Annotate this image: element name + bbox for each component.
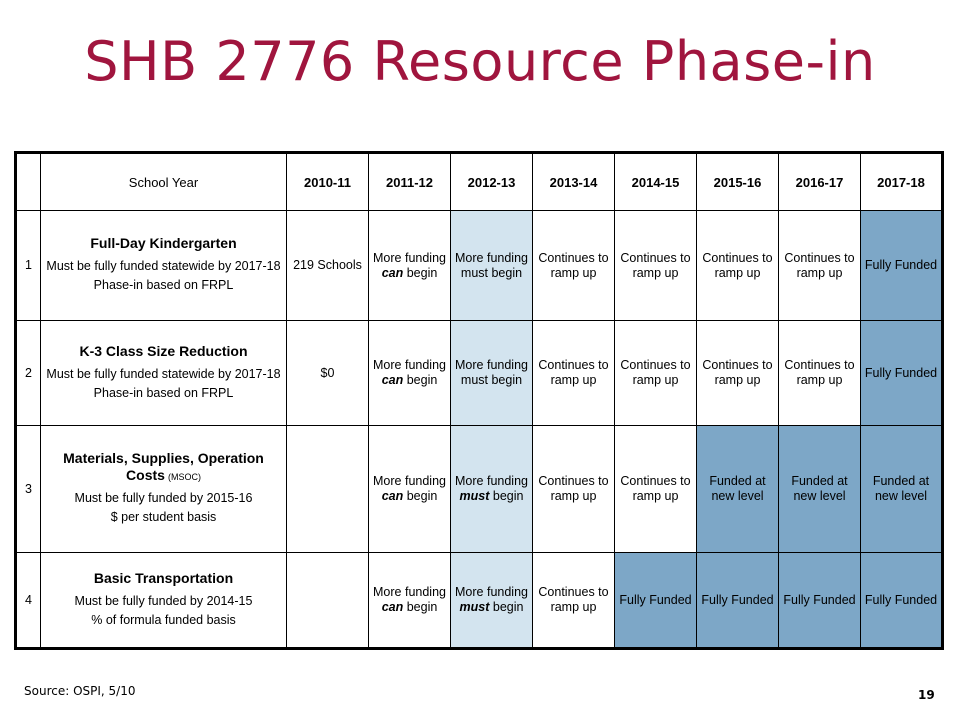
- status-cell: [533, 321, 615, 426]
- status-cell: [697, 211, 779, 321]
- program-cell: [41, 426, 287, 553]
- status-cell: [369, 211, 451, 321]
- status-text: Fully Funded: [619, 592, 692, 607]
- program-name: [44, 235, 283, 254]
- status-cell: [533, 426, 615, 553]
- program-requirement: Must be fully funded by 2014-15: [74, 593, 253, 608]
- status-cell: [369, 426, 451, 553]
- status-emphasis: must: [459, 600, 490, 614]
- status-text-end: begin: [403, 265, 438, 280]
- table-row: [16, 553, 943, 649]
- status-text: Fully Funded: [864, 592, 938, 607]
- status-cell: [861, 211, 943, 321]
- status-text-end: begin: [403, 600, 438, 614]
- row-number: 4: [16, 553, 41, 649]
- slide-title: SHB 2776 Resource Phase-in: [84, 30, 876, 93]
- status-text: More funding must begin: [455, 250, 528, 280]
- status-text: Fully Funded: [783, 592, 856, 607]
- status-text: Continues to ramp up: [538, 358, 609, 387]
- source-note: Source: OSPI, 5/10: [24, 684, 136, 698]
- status-text: Continues to ramp up: [538, 250, 609, 280]
- status-cell: [697, 426, 779, 553]
- status-cell: [287, 321, 369, 426]
- header-year-cell: 2014-15: [615, 153, 697, 211]
- status-text: Fully Funded: [701, 592, 774, 607]
- status-cell: [369, 321, 451, 426]
- table-row: [16, 321, 943, 426]
- header-year-cell: 2012-13: [451, 153, 533, 211]
- status-cell: [779, 321, 861, 426]
- status-text: More funding: [455, 474, 528, 488]
- table-row: [16, 426, 943, 553]
- status-text: Funded at new level: [872, 474, 930, 503]
- status-text: 219 Schools: [293, 258, 362, 272]
- status-cell: [697, 321, 779, 426]
- status-cell: [779, 553, 861, 649]
- program-cell: [41, 321, 287, 426]
- status-text: More funding must begin: [455, 358, 528, 387]
- header-num-cell: [16, 153, 41, 211]
- program-name-suffix: (MSOC): [167, 472, 201, 482]
- row-number: 2: [16, 321, 41, 426]
- program-requirement: Must be fully funded by 2015-16: [74, 491, 253, 505]
- status-cell: [615, 426, 697, 553]
- status-cell: [287, 211, 369, 321]
- table-body: [16, 211, 943, 649]
- status-cell: [451, 426, 533, 553]
- program-cell: [41, 211, 287, 321]
- program-requirement: Must be fully funded statewide by 2017-18: [46, 366, 281, 381]
- status-cell: [451, 553, 533, 649]
- program-cell: [41, 553, 287, 649]
- table-row: [16, 211, 943, 321]
- program-requirement: Must be fully funded statewide by 2017-18: [46, 259, 281, 273]
- status-text-end: begin: [403, 373, 438, 387]
- status-cell: [615, 211, 697, 321]
- header-year-cell: 2016-17: [779, 153, 861, 211]
- program-basis: % of formula funded basis: [91, 612, 236, 627]
- status-cell: [779, 426, 861, 553]
- status-emphasis: can: [381, 265, 404, 280]
- phase-in-table: [14, 151, 944, 650]
- row-number: 3: [16, 426, 41, 553]
- program-name: [44, 570, 283, 589]
- program-basis: $ per student basis: [110, 510, 217, 524]
- status-text-end: begin: [489, 600, 524, 614]
- status-cell: [287, 426, 369, 553]
- header-year-cell: 2011-12: [369, 153, 451, 211]
- row-number: 1: [16, 211, 41, 321]
- status-text: More funding: [373, 250, 446, 265]
- status-cell: [451, 321, 533, 426]
- program-basis: Phase-in based on FRPL: [93, 278, 234, 292]
- status-cell: [861, 553, 943, 649]
- status-cell: [451, 211, 533, 321]
- status-emphasis: can: [381, 489, 404, 503]
- status-text: Continues to ramp up: [620, 358, 691, 387]
- header-year-cell: 2015-16: [697, 153, 779, 211]
- status-text-end: begin: [489, 489, 524, 503]
- status-cell: [533, 553, 615, 649]
- status-emphasis: can: [381, 373, 404, 387]
- status-text: More funding: [373, 358, 446, 372]
- program-name: [44, 343, 283, 362]
- status-text: Continues to ramp up: [784, 250, 855, 280]
- page-number: 19: [918, 688, 935, 702]
- status-text: Continues to ramp up: [702, 250, 773, 280]
- status-text: Continues to ramp up: [538, 474, 609, 503]
- program-basis: Phase-in based on FRPL: [93, 385, 234, 400]
- status-text: Funded at new level: [791, 474, 848, 503]
- status-cell: [615, 553, 697, 649]
- status-text: $0: [320, 365, 335, 380]
- header-year-cell: 2010-11: [287, 153, 369, 211]
- status-cell: [861, 321, 943, 426]
- status-text: More funding: [455, 585, 528, 599]
- status-cell: [615, 321, 697, 426]
- status-text-end: begin: [403, 489, 438, 503]
- status-text: Funded at new level: [709, 474, 766, 503]
- header-year-cell: 2013-14: [533, 153, 615, 211]
- status-cell: [369, 553, 451, 649]
- status-text: Continues to ramp up: [702, 358, 773, 387]
- status-text: Fully Funded: [864, 258, 938, 272]
- status-cell: [697, 553, 779, 649]
- program-name-text: Materials, Supplies, Operation Costs: [63, 450, 264, 483]
- status-text: More funding: [373, 474, 446, 488]
- status-text: More funding: [373, 585, 446, 599]
- status-cell: [779, 211, 861, 321]
- status-text: Continues to ramp up: [538, 585, 609, 614]
- status-text: Continues to ramp up: [620, 250, 691, 280]
- program-name-text: Basic Transportation: [93, 569, 234, 586]
- program-name-text: Full-Day Kindergarten: [90, 235, 237, 251]
- status-text: Fully Funded: [864, 365, 938, 380]
- program-name: [44, 450, 283, 486]
- status-emphasis: must: [459, 489, 490, 503]
- status-cell: [533, 211, 615, 321]
- header-label-cell: School Year: [41, 153, 287, 211]
- header-row: [16, 153, 943, 211]
- status-text: Continues to ramp up: [620, 474, 691, 503]
- status-text: Continues to ramp up: [784, 358, 855, 387]
- status-cell: [287, 553, 369, 649]
- status-emphasis: can: [381, 600, 404, 614]
- program-name-text: K-3 Class Size Reduction: [79, 342, 248, 359]
- status-cell: [861, 426, 943, 553]
- header-year-cell: 2017-18: [861, 153, 943, 211]
